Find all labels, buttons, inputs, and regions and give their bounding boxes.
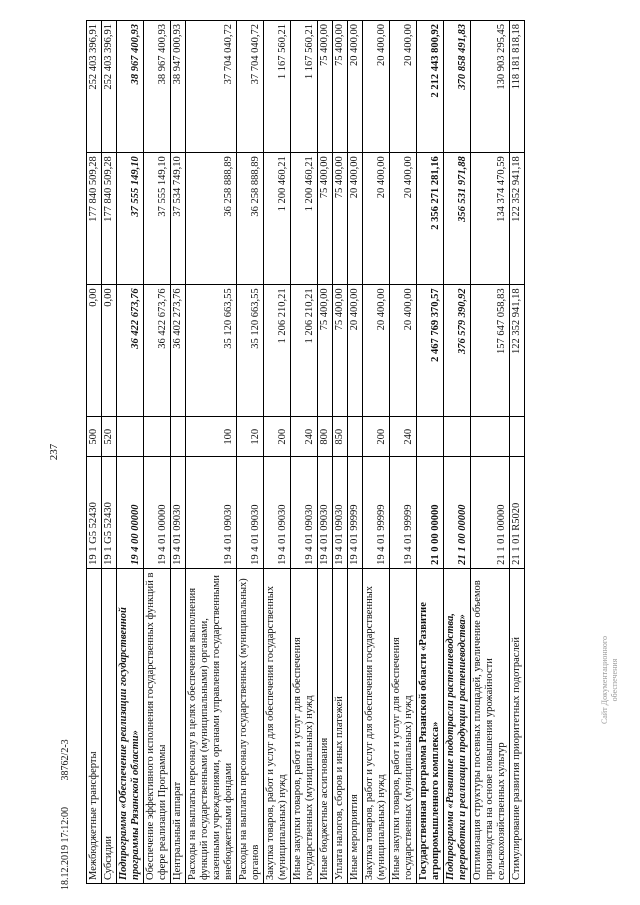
row-name-cell: Оптимизация структуры посевных площадей, увеличение объемов производства на основе повышения урожайности сельскохозяйственных культур	[471, 568, 510, 883]
row-code-cell: 21 0 00 00000	[417, 457, 444, 569]
row-code-cell: 21 1 00 00000	[444, 457, 471, 569]
table-row	[237, 21, 264, 884]
row-vr-cell: 120	[237, 417, 264, 457]
row-value-2020-cell: 35 120 663,55	[237, 285, 264, 417]
row-vr-cell	[348, 417, 363, 457]
table-row	[510, 21, 525, 884]
row-code-cell: 19 1 G5 52430	[102, 457, 117, 569]
row-name-cell: Межбюджетные трансферты	[87, 568, 102, 883]
row-value-2022-cell: 118 181 818,18	[510, 21, 525, 153]
row-name-cell: Подпрограмма «Развитие подотрасли растениеводства, переработки и реализации продукции растениеводства»	[444, 568, 471, 883]
row-value-2022-cell: 2 212 443 800,92	[417, 21, 444, 153]
table-row	[87, 21, 102, 884]
row-name-cell: Стимулирование развития приоритетных подотраслей	[510, 568, 525, 883]
row-value-2022-cell: 20 400,00	[348, 21, 363, 153]
row-value-2021-cell: 37 555 149,10	[117, 153, 144, 285]
row-value-2020-cell: 20 400,00	[348, 285, 363, 417]
row-vr-cell	[471, 417, 510, 457]
budget-table-container	[86, 20, 586, 884]
row-code-cell: 19 4 01 09030	[237, 457, 264, 569]
table-row	[333, 21, 348, 884]
footer-datetime: 18.12.2019 17:12:00	[60, 806, 71, 890]
row-name-cell: Государственная программа Рязанской области «Развитие агропромышленного комплекса»	[417, 568, 444, 883]
row-name-cell: Обеспечение эффективного исполнения государственных функций в сфере реализации Программы	[144, 568, 171, 883]
row-vr-cell: 240	[390, 417, 417, 457]
table-row	[186, 21, 237, 884]
table-row	[318, 21, 333, 884]
row-code-cell: 19 1 G5 52430	[87, 457, 102, 569]
row-name-cell: Подпрограмма «Обеспечение реализации государственной программы Рязанской области»	[117, 568, 144, 883]
row-code-cell: 19 4 01 99999	[390, 457, 417, 569]
row-code-cell: 19 4 01 00000	[144, 457, 171, 569]
table-row	[471, 21, 510, 884]
row-code-cell: 19 4 01 09030	[318, 457, 333, 569]
row-code-cell: 19 4 01 09030	[186, 457, 237, 569]
row-value-2022-cell: 37 704 040,72	[237, 21, 264, 153]
row-name-cell: Расходы на выплаты персоналу в целях обеспечения выполнения функций государственными (муниципальными) органами, казенными учреждениями, органами управления государственными внебюджетными фондами	[186, 568, 237, 883]
row-value-2022-cell: 75 400,00	[333, 21, 348, 153]
table-row	[390, 21, 417, 884]
row-value-2020-cell: 20 400,00	[363, 285, 390, 417]
table-row	[264, 21, 291, 884]
row-value-2020-cell: 75 400,00	[333, 285, 348, 417]
row-value-2020-cell: 20 400,00	[390, 285, 417, 417]
row-name-cell: Расходы на выплаты персоналу государственных (муниципальных) органов	[237, 568, 264, 883]
table-row	[291, 21, 318, 884]
row-vr-cell	[444, 417, 471, 457]
row-vr-cell: 200	[363, 417, 390, 457]
row-vr-cell	[117, 417, 144, 457]
row-code-cell: 19 4 00 00000	[117, 457, 144, 569]
row-value-2022-cell: 130 903 295,45	[471, 21, 510, 153]
row-value-2021-cell: 75 400,00	[333, 153, 348, 285]
table-row	[102, 21, 117, 884]
row-value-2022-cell: 20 400,00	[363, 21, 390, 153]
row-name-cell: Уплата налогов, сборов и иных платежей	[333, 568, 348, 883]
row-value-2021-cell: 20 400,00	[390, 153, 417, 285]
row-name-cell: Иные закупки товаров, работ и услуг для обеспечения государственных (муниципальных) нужд	[390, 568, 417, 883]
row-value-2020-cell: 0,00	[87, 285, 102, 417]
table-row	[417, 21, 444, 884]
row-name-cell: Иные мероприятия	[348, 568, 363, 883]
row-value-2020-cell: 36 422 673,76	[144, 285, 171, 417]
row-vr-cell: 800	[318, 417, 333, 457]
row-vr-cell	[171, 417, 186, 457]
row-value-2020-cell: 75 400,00	[318, 285, 333, 417]
row-value-2021-cell: 2 356 271 281,16	[417, 153, 444, 285]
row-value-2020-cell: 35 120 663,55	[186, 285, 237, 417]
row-name-cell: Иные бюджетные ассигнования	[318, 568, 333, 883]
watermark	[600, 560, 620, 800]
row-code-cell: 19 4 01 09030	[291, 457, 318, 569]
row-value-2022-cell: 1 167 560,21	[264, 21, 291, 153]
row-vr-cell: 520	[102, 417, 117, 457]
footer-doc-code: 38762/2-3	[60, 739, 71, 781]
row-code-cell: 19 4 01 09030	[264, 457, 291, 569]
row-vr-cell: 500	[87, 417, 102, 457]
row-value-2022-cell: 370 858 491,83	[444, 21, 471, 153]
row-value-2020-cell: 36 402 273,76	[171, 285, 186, 417]
row-value-2022-cell: 252 403 396,91	[102, 21, 117, 153]
table-row	[117, 21, 144, 884]
row-vr-cell: 200	[264, 417, 291, 457]
row-value-2021-cell: 37 534 749,10	[171, 153, 186, 285]
row-value-2022-cell: 252 403 396,91	[87, 21, 102, 153]
row-code-cell: 21 1 01 00000	[471, 457, 510, 569]
row-vr-cell	[417, 417, 444, 457]
budget-table	[86, 20, 525, 884]
table-row	[348, 21, 363, 884]
table-row	[444, 21, 471, 884]
table-row	[363, 21, 390, 884]
row-code-cell: 21 1 01 R5020	[510, 457, 525, 569]
row-value-2022-cell: 38 967 400,93	[117, 21, 144, 153]
row-value-2020-cell: 1 206 210,21	[264, 285, 291, 417]
watermark-line: Сайт Документационного	[600, 635, 609, 725]
row-value-2022-cell: 75 400,00	[318, 21, 333, 153]
row-code-cell: 19 4 01 99999	[348, 457, 363, 569]
row-value-2022-cell: 20 400,00	[390, 21, 417, 153]
table-row	[171, 21, 186, 884]
row-vr-cell: 850	[333, 417, 348, 457]
row-value-2020-cell: 0,00	[102, 285, 117, 417]
row-vr-cell	[510, 417, 525, 457]
row-code-cell: 19 4 01 09030	[333, 457, 348, 569]
row-value-2021-cell: 20 400,00	[348, 153, 363, 285]
row-value-2021-cell: 75 400,00	[318, 153, 333, 285]
row-value-2021-cell: 177 840 509,28	[87, 153, 102, 285]
row-value-2020-cell: 376 579 390,92	[444, 285, 471, 417]
row-value-2021-cell: 1 200 460,21	[264, 153, 291, 285]
row-value-2021-cell: 20 400,00	[363, 153, 390, 285]
row-value-2021-cell: 36 258 888,89	[237, 153, 264, 285]
row-code-cell: 19 4 01 09030	[171, 457, 186, 569]
row-code-cell: 19 4 01 99999	[363, 457, 390, 569]
row-value-2021-cell: 356 531 971,88	[444, 153, 471, 285]
row-value-2022-cell: 37 704 040,72	[186, 21, 237, 153]
row-vr-cell: 240	[291, 417, 318, 457]
row-value-2021-cell: 1 200 460,21	[291, 153, 318, 285]
row-vr-cell	[144, 417, 171, 457]
page-number: 237	[48, 443, 60, 461]
row-value-2020-cell: 1 206 210,21	[291, 285, 318, 417]
row-value-2022-cell: 38 967 400,93	[144, 21, 171, 153]
row-value-2020-cell: 36 422 673,76	[117, 285, 144, 417]
row-name-cell: Иные закупки товаров, работ и услуг для обеспечения государственных (муниципальных) нужд	[291, 568, 318, 883]
table-row	[144, 21, 171, 884]
row-value-2022-cell: 1 167 560,21	[291, 21, 318, 153]
row-name-cell: Закупка товаров, работ и услуг для обеспечения государственных (муниципальных) нужд	[264, 568, 291, 883]
row-value-2020-cell: 2 467 769 370,57	[417, 285, 444, 417]
row-name-cell: Центральный аппарат	[171, 568, 186, 883]
row-value-2021-cell: 37 555 149,10	[144, 153, 171, 285]
footer	[60, 0, 74, 890]
row-value-2021-cell: 122 352 941,18	[510, 153, 525, 285]
row-value-2021-cell: 134 374 470,59	[471, 153, 510, 285]
row-value-2021-cell: 177 840 509,28	[102, 153, 117, 285]
row-value-2020-cell: 122 352 941,18	[510, 285, 525, 417]
budget-table-body	[87, 21, 525, 884]
row-name-cell: Субсидии	[102, 568, 117, 883]
row-vr-cell: 100	[186, 417, 237, 457]
row-value-2020-cell: 157 647 058,83	[471, 285, 510, 417]
row-name-cell: Закупка товаров, работ и услуг для обеспечения государственных (муниципальных) нужд	[363, 568, 390, 883]
row-value-2021-cell: 36 258 888,89	[186, 153, 237, 285]
row-value-2022-cell: 38 947 000,93	[171, 21, 186, 153]
watermark-line: обеспечения	[610, 658, 619, 702]
